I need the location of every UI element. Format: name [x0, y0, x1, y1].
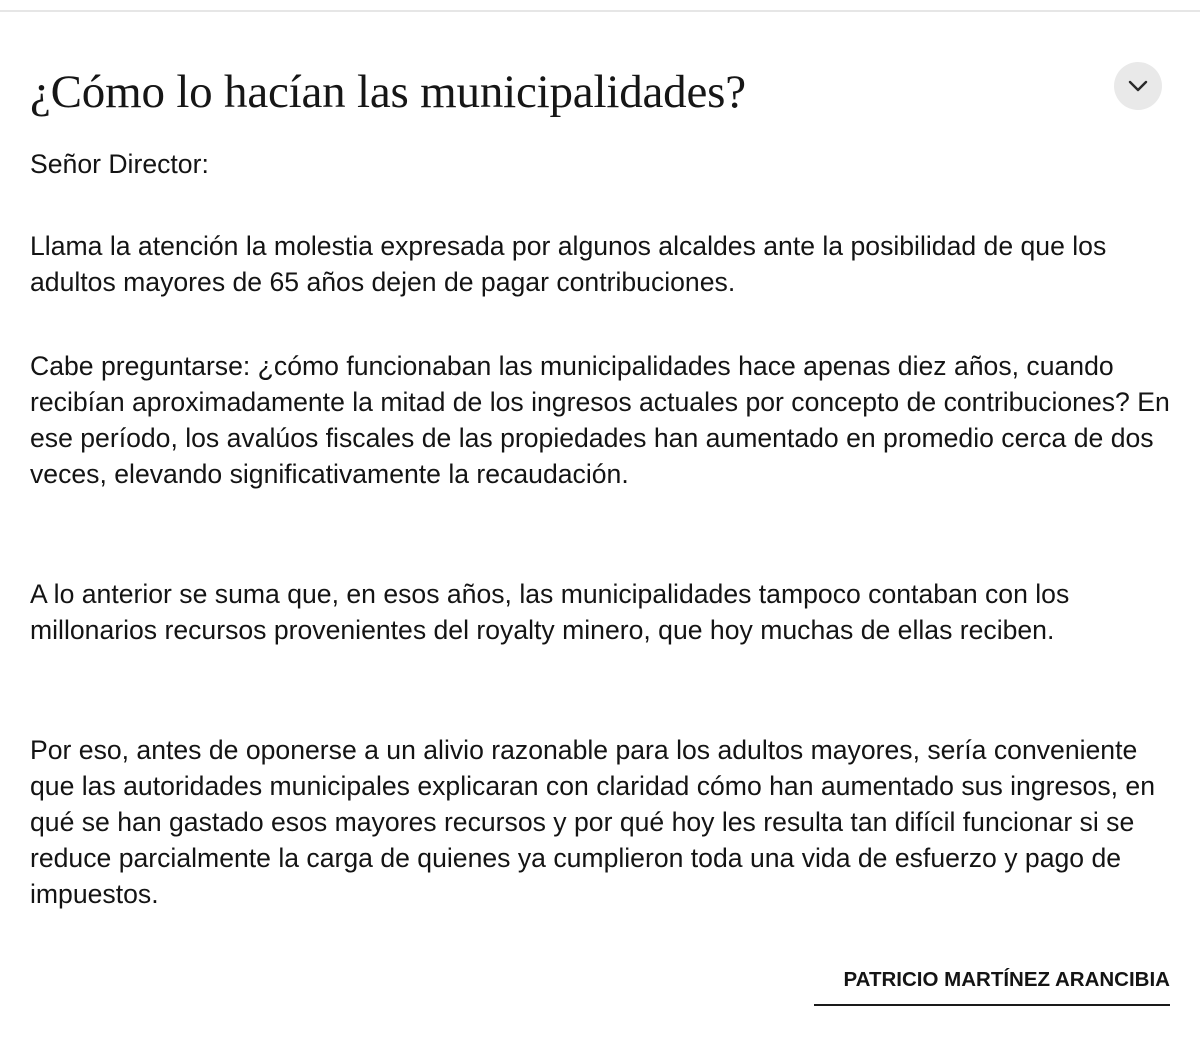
letter-salutation: Señor Director: [30, 149, 209, 179]
chevron-down-icon [1128, 80, 1148, 92]
collapse-toggle-button[interactable] [1114, 62, 1162, 110]
article-title: ¿Cómo lo hacían las municipalidades? [30, 66, 746, 118]
author-signature: PATRICIO MARTÍNEZ ARANCIBIA [814, 966, 1170, 1006]
letter-paragraph: Llama la atención la molestia expresada por algunos alcaldes ante la posibilidad de que los adultos mayores de 65 años dejen de pagar contribuciones. [30, 231, 1107, 297]
letter-paragraph: Cabe preguntarse: ¿cómo funcionaban las municipalidades hace apenas diez años, cuando recibían aproximadamente la mitad de los ingresos actuales por concepto de contribuciones? En ese período, los avalúos fiscales de las propiedades han aumentado en promedio cerca de dos veces, elevando significativamente la recaudación. [30, 351, 1170, 489]
letter-paragraph: Por eso, antes de oponerse a un alivio razonable para los adultos mayores, sería conveniente que las autoridades municipales explicaran con claridad cómo han aumentado sus ingresos, en qué se han gastado esos mayores recursos y por qué hoy les resulta tan difícil funcionar si se reduce parcialmente la carga de quienes ya cumplieron toda una vida de esfuerzo y pago de impuestos. [30, 735, 1156, 909]
letter-paragraph: A lo anterior se suma que, en esos años, las municipalidades tampoco contaban con los millonarios recursos provenientes del royalty minero, que hoy muchas de ellas reciben. [30, 579, 1070, 645]
top-divider [0, 10, 1200, 12]
